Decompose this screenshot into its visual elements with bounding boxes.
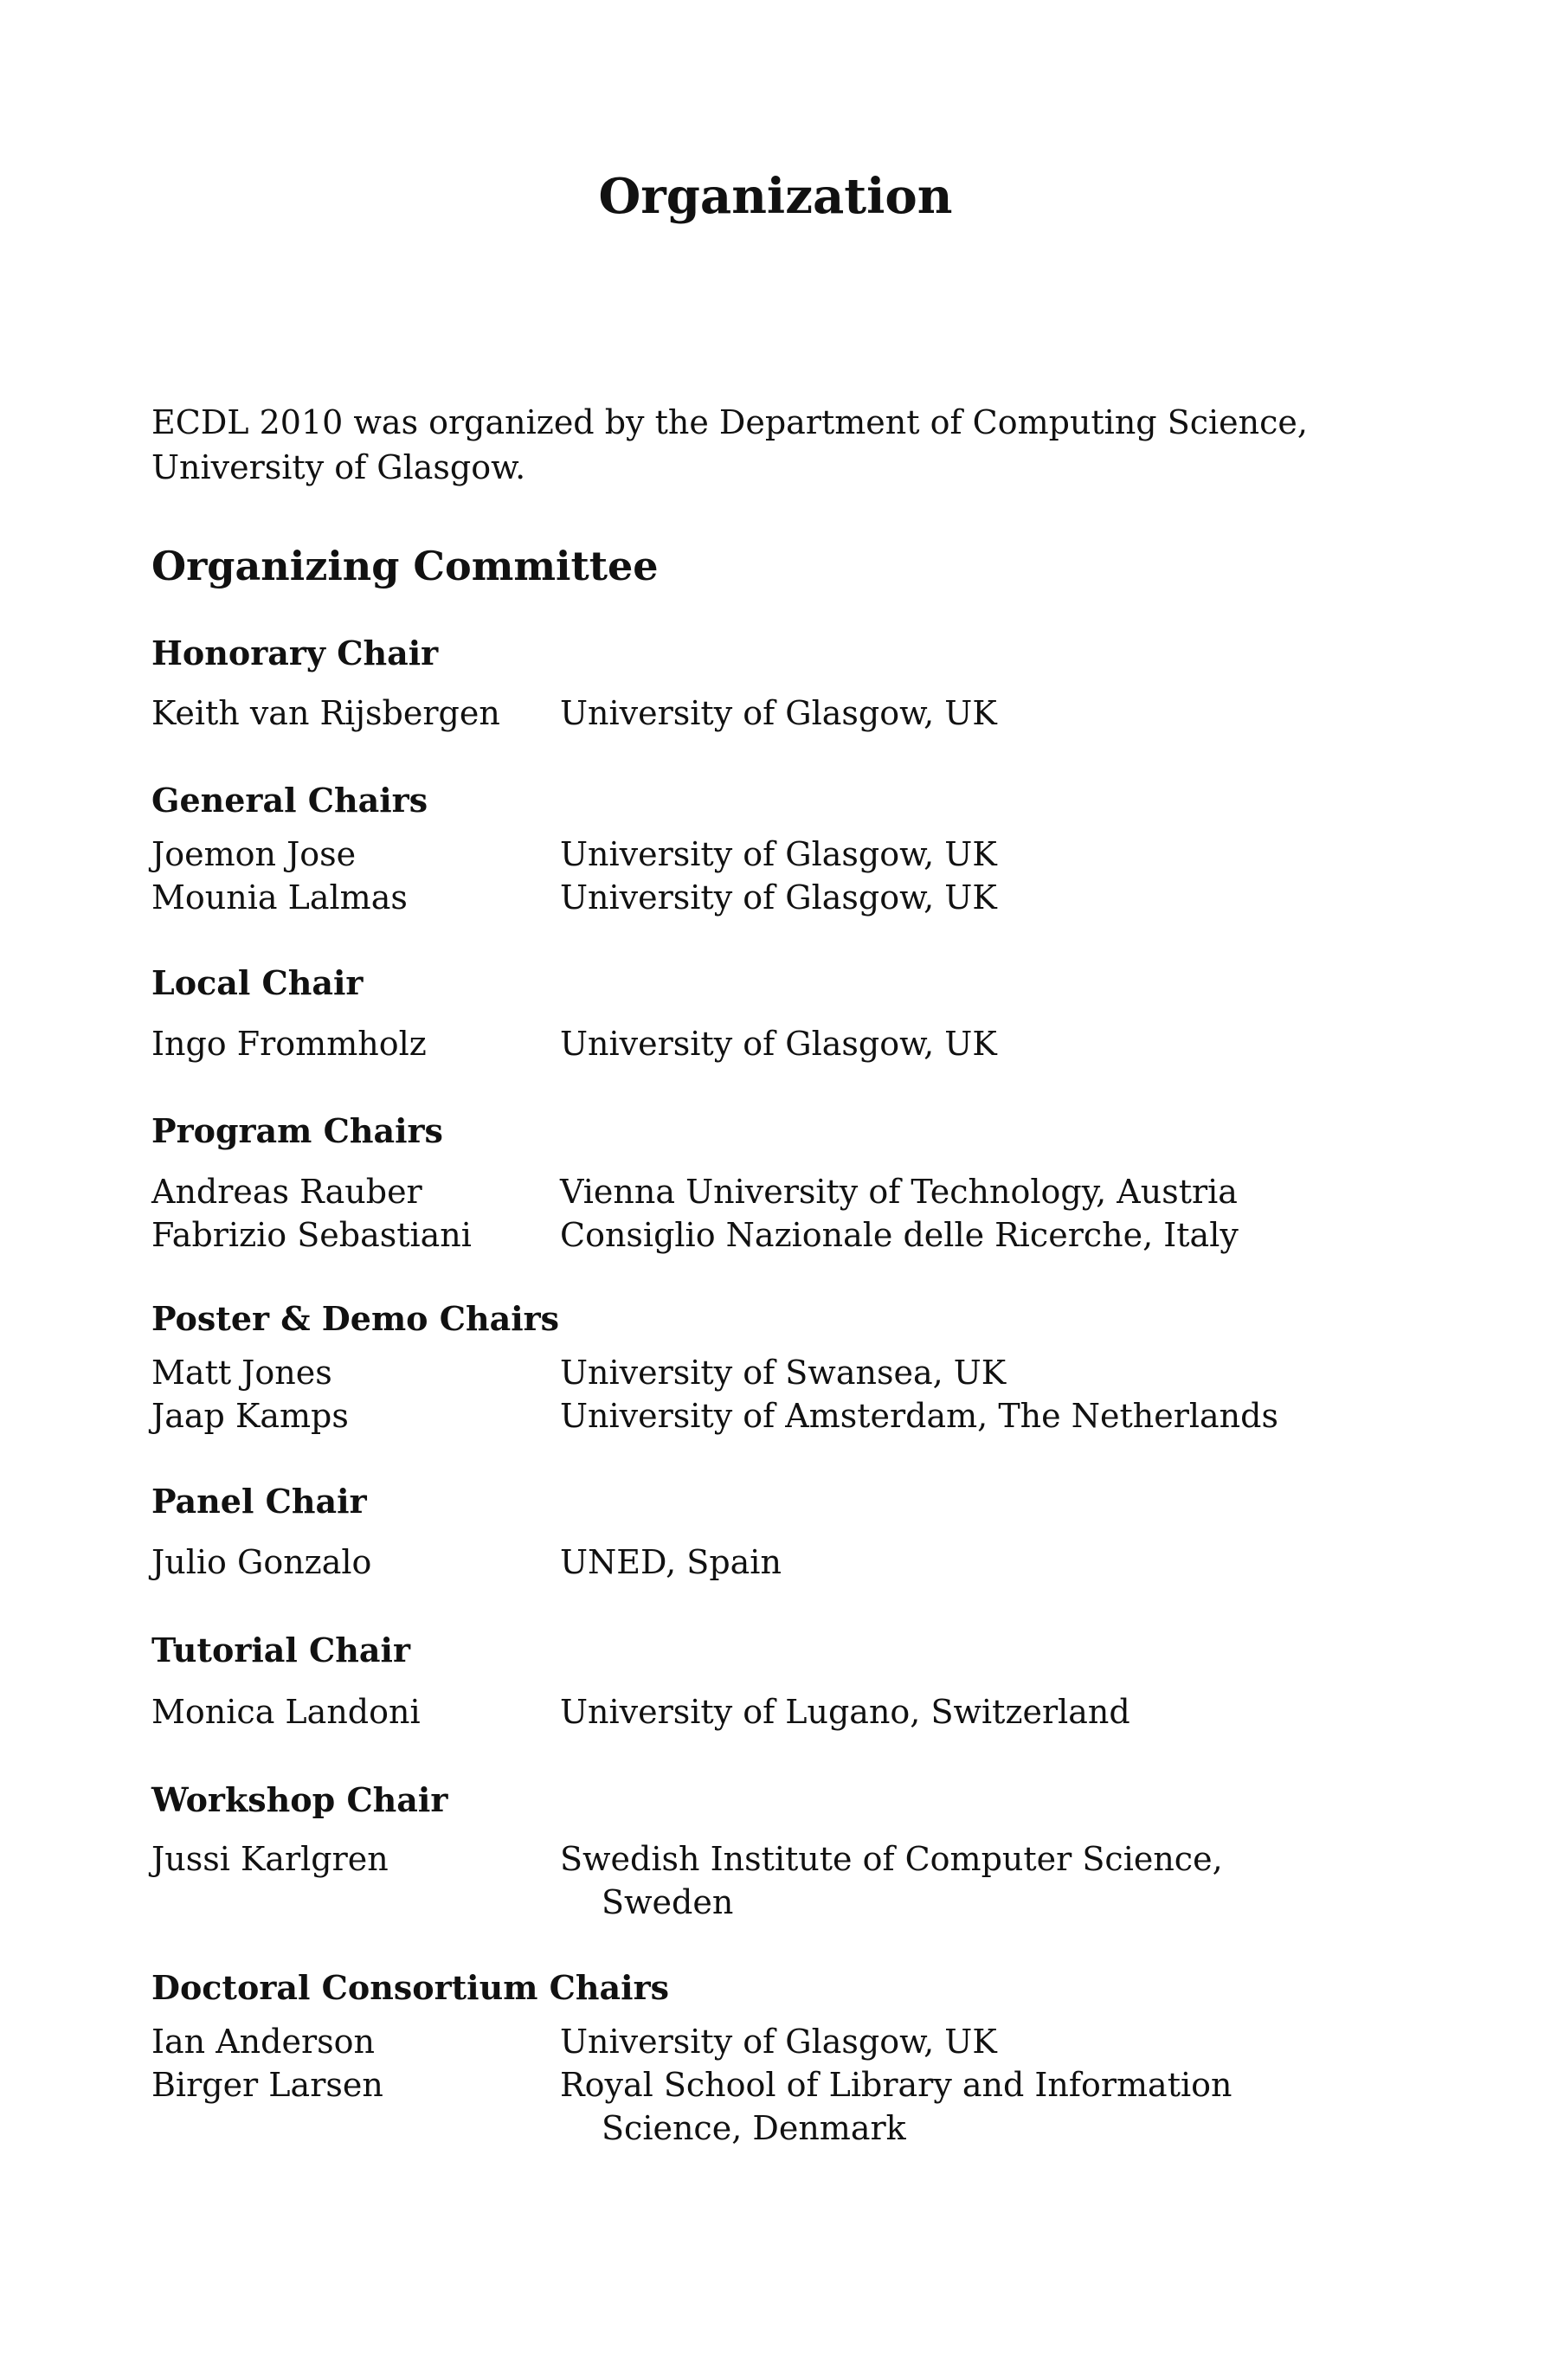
person-row <box>151 1213 1450 1257</box>
person-affiliation <box>560 1837 1450 1924</box>
section-heading-honorary-chair: Honorary Chair <box>151 634 439 672</box>
person-name: Jaap Kamps <box>151 1397 349 1435</box>
section-heading-local-chair: Local Chair <box>151 963 364 1002</box>
person-row <box>151 833 1450 876</box>
section-heading-workshop-chair: Workshop Chair <box>151 1780 448 1819</box>
person-name: Fabrizio Sebastiani <box>151 1216 472 1254</box>
person-affiliation: University of Glasgow, UK <box>560 835 997 873</box>
person-affiliation: University of Lugano, Switzerland <box>560 1693 1130 1731</box>
affiliation-line-cont: Science, Denmark <box>602 2109 906 2147</box>
person-name: Joemon Jose <box>151 835 357 873</box>
person-row <box>151 1837 1450 1924</box>
person-affiliation: University of Glasgow, UK <box>560 694 997 732</box>
person-row <box>151 876 1450 919</box>
person-affiliation: UNED, Spain <box>560 1543 782 1581</box>
affiliation-line-cont: Sweden <box>602 1883 734 1921</box>
section-heading-doctoral-consortium-chairs: Doctoral Consortium Chairs <box>151 1968 670 2007</box>
person-name: Andreas Rauber <box>151 1173 422 1211</box>
affiliation-line: Royal School of Library and Information <box>560 2066 1232 2104</box>
person-row <box>151 2063 1450 2150</box>
person-affiliation: University of Amsterdam, The Netherlands <box>560 1397 1278 1435</box>
page-title: Organization <box>598 168 953 225</box>
person-row <box>151 1394 1450 1438</box>
person-affiliation: University of Glasgow, UK <box>560 2023 997 2061</box>
section-heading-tutorial-chair: Tutorial Chair <box>151 1631 411 1669</box>
section-heading-general-chairs: General Chairs <box>151 781 428 820</box>
person-affiliation: Consiglio Nazionale delle Ricerche, Italy <box>560 1216 1239 1254</box>
person-name: Ian Anderson <box>151 2023 375 2061</box>
section-heading-panel-chair: Panel Chair <box>151 1482 367 1521</box>
person-name: Birger Larsen <box>151 2066 383 2104</box>
person-row <box>151 2020 1450 2063</box>
person-name: Matt Jones <box>151 1354 332 1392</box>
person-row <box>151 1690 1450 1734</box>
person-name: Ingo Frommholz <box>151 1025 427 1063</box>
person-row <box>151 691 1450 735</box>
person-row <box>151 1170 1450 1213</box>
person-row <box>151 1351 1450 1394</box>
person-name: Jussi Karlgren <box>151 1840 389 1878</box>
person-affiliation: University of Glasgow, UK <box>560 1025 997 1063</box>
person-name: Keith van Rijsbergen <box>151 694 500 732</box>
person-name: Mounia Lalmas <box>151 878 408 917</box>
person-name: Julio Gonzalo <box>151 1543 372 1581</box>
person-affiliation: University of Glasgow, UK <box>560 878 997 917</box>
person-name: Monica Landoni <box>151 1693 421 1731</box>
affiliation-line: Swedish Institute of Computer Science, <box>560 1840 1223 1878</box>
person-row <box>151 1022 1450 1065</box>
intro-paragraph: ECDL 2010 was organized by the Department of Computing Science, University of Glasgow. <box>151 403 1308 486</box>
section-heading-poster-demo-chairs: Poster & Demo Chairs <box>151 1299 560 1338</box>
person-affiliation <box>560 2063 1450 2150</box>
person-row <box>151 1541 1450 1584</box>
section-heading-program-chairs: Program Chairs <box>151 1111 443 1150</box>
person-affiliation: University of Swansea, UK <box>560 1354 1007 1392</box>
committee-heading: Organizing Committee <box>151 543 659 589</box>
person-affiliation: Vienna University of Technology, Austria <box>560 1173 1238 1211</box>
